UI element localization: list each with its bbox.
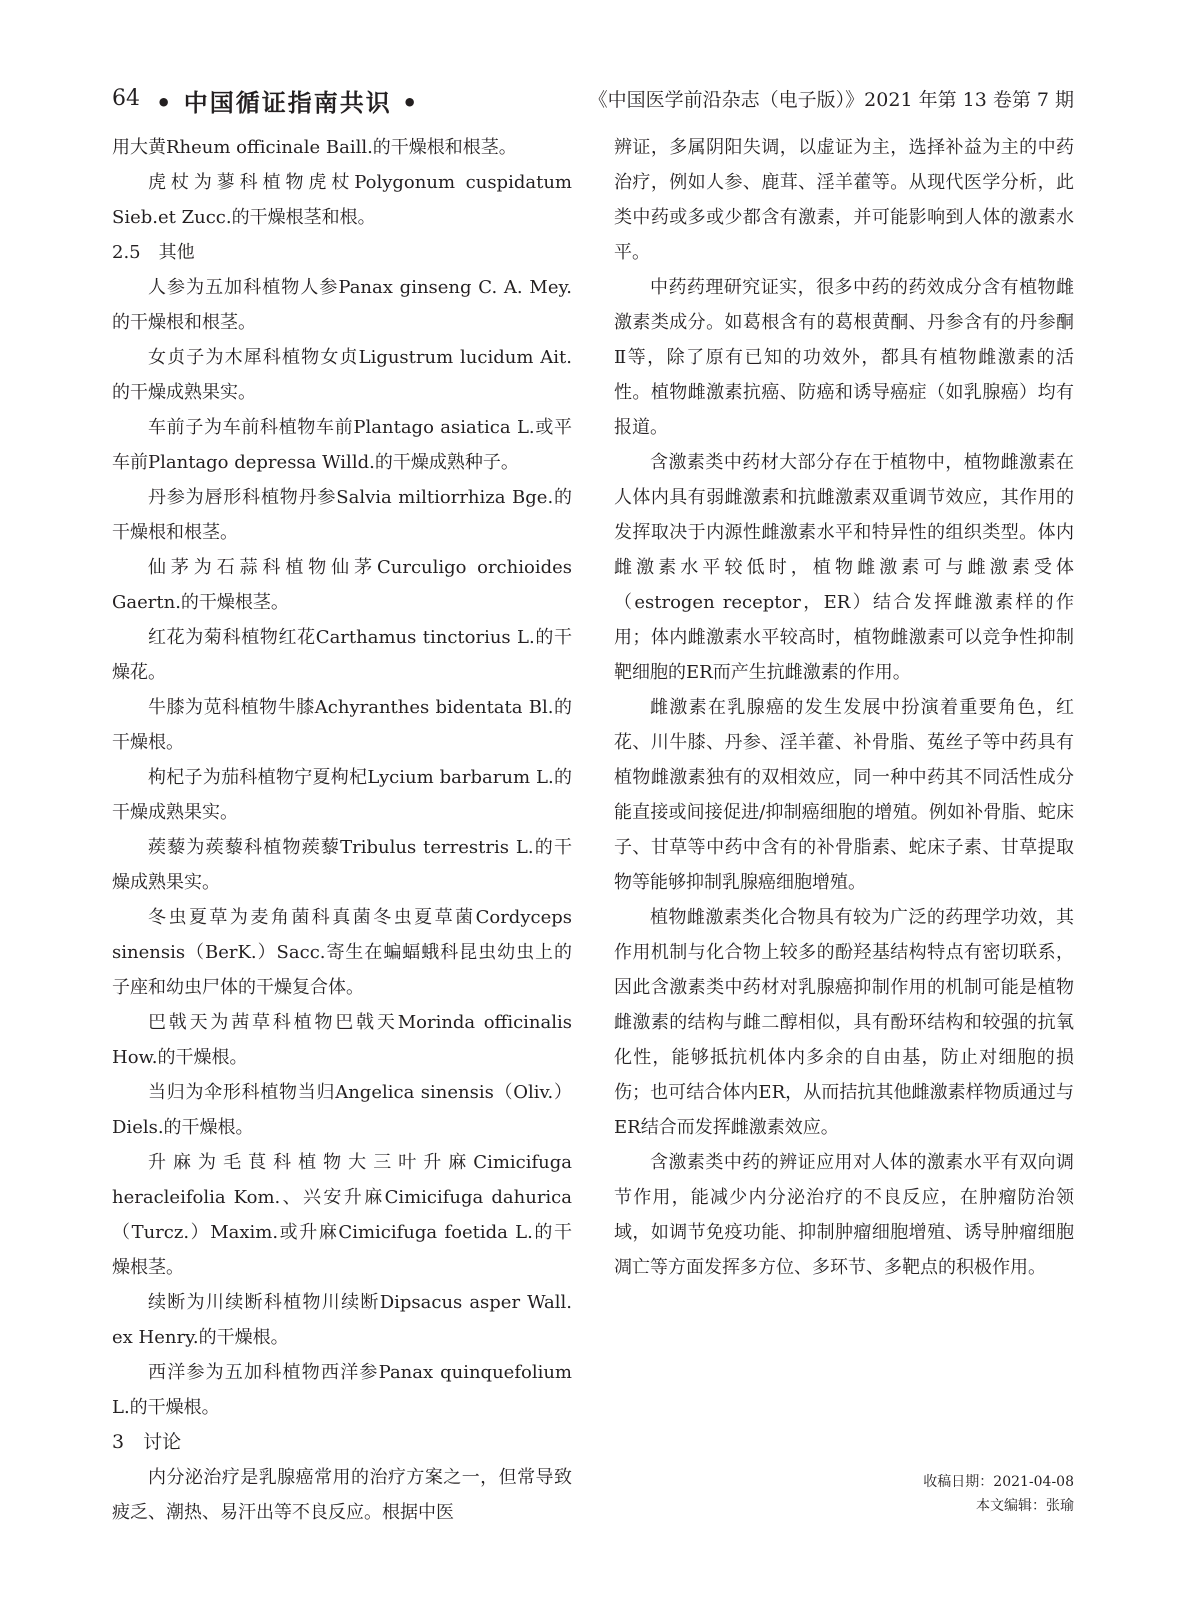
- paragraph: 仙茅为石蒜科植物仙茅Curculigo orchioides Gaertn.的干燥根茎。: [112, 557, 572, 613]
- paragraph: 枸杞子为茄科植物宁夏枸杞Lycium barbarum L.的干燥成熟果实。: [112, 767, 572, 823]
- paragraph: 辨证，多属阴阳失调，以虚证为主，选择补益为主的中药治疗，例如人参、鹿茸、淫羊藿等。从现代医学分析，此类中药或多或少都含有激素，并可能影响到人体的激素水平。: [614, 137, 1074, 263]
- page-footer: [614, 1470, 1074, 1518]
- right-column: [614, 130, 1074, 1285]
- paragraph: 车前子为车前科植物车前Plantago asiatica L.或平车前Plantago depressa Willd.的干燥成熟种子。: [112, 417, 572, 473]
- paragraph: 雌激素在乳腺癌的发生发展中扮演着重要角色，红花、川牛膝、丹参、淫羊藿、补骨脂、菟丝子等中药具有植物雌激素独有的双相效应，同一种中药其不同活性成分能直接或间接促进/抑制癌细胞的增殖。例如补骨脂、蛇床子、甘草等中药中含有的补骨脂素、蛇床子素、甘草提取物等能够抑制乳腺癌细胞增殖。: [614, 697, 1074, 893]
- section-heading: 3 讨论: [112, 1431, 182, 1453]
- left-column: [112, 130, 572, 1530]
- page-number: 64: [112, 86, 140, 111]
- section-title: • 中国循证指南共识 •: [156, 89, 420, 117]
- paragraph: 女贞子为木犀科植物女贞Ligustrum lucidum Ait.的干燥成熟果实。: [112, 347, 572, 403]
- received-date: 收稿日期：2021-04-08: [923, 1474, 1074, 1490]
- paragraph: 红花为菊科植物红花Carthamus tinctorius L.的干燥花。: [112, 627, 572, 683]
- paragraph: 当归为伞形科植物当归Angelica sinensis（Oliv.）Diels.的干燥根。: [112, 1082, 572, 1138]
- paragraph: 丹参为唇形科植物丹参Salvia miltiorrhiza Bge.的干燥根和根茎。: [112, 487, 572, 543]
- paragraph: 含激素类中药材大部分存在于植物中，植物雌激素在人体内具有弱雌激素和抗雌激素双重调节效应，其作用的发挥取决于内源性雌激素水平和特异性的组织类型。体内雌激素水平较低时，植物雌激素可与雌激素受体（estrogen receptor，ER）结合发挥雌激素样的作用；体内雌激素水平较高时，植物雌激素可以竞争性抑制靶细胞的ER而产生抗雌激素的作用。: [614, 452, 1074, 683]
- paragraph: 续断为川续断科植物川续断Dipsacus asper Wall. ex Henry.的干燥根。: [112, 1292, 572, 1348]
- subsection-heading: 2.5 其他: [112, 242, 195, 263]
- paragraph: 中药药理研究证实，很多中药的药效成分含有植物雌激素类成分。如葛根含有的葛根黄酮、丹参含有的丹参酮Ⅱ等，除了原有已知的功效外，都具有植物雌激素的活性。植物雌激素抗癌、防癌和诱导癌症（如乳腺癌）均有报道。: [614, 277, 1074, 438]
- paragraph: 虎杖为蓼科植物虎杖Polygonum cuspidatum Sieb.et Zucc.的干燥根茎和根。: [112, 172, 572, 228]
- paragraph: 用大黄Rheum officinale Baill.的干燥根和根茎。: [112, 137, 517, 158]
- paragraph: 蒺藜为蒺藜科植物蒺藜Tribulus terrestris L.的干燥成熟果实。: [112, 837, 572, 893]
- paragraph: 牛膝为苋科植物牛膝Achyranthes bidentata Bl.的干燥根。: [112, 697, 572, 753]
- paragraph: 升麻为毛茛科植物大三叶升麻Cimicifuga heracleifolia Kom.、兴安升麻Cimicifuga dahurica（Turcz.）Maxim.或升麻Cimicifuga foetida L.的干燥根茎。: [112, 1152, 572, 1278]
- paragraph: 巴戟天为茜草科植物巴戟天Morinda officinalis How.的干燥根。: [112, 1012, 572, 1068]
- editor-credit: 本文编辑：张瑜: [976, 1498, 1074, 1514]
- page-header: [112, 78, 1074, 122]
- paragraph: 冬虫夏草为麦角菌科真菌冬虫夏草菌Cordyceps sinensis（BerK.）Sacc.寄生在蝙蝠蛾科昆虫幼虫上的子座和幼虫尸体的干燥复合体。: [112, 907, 572, 998]
- paragraph: 人参为五加科植物人参Panax ginseng C. A. Mey.的干燥根和根茎。: [112, 277, 572, 333]
- paragraph: 含激素类中药的辨证应用对人体的激素水平有双向调节作用，能减少内分泌治疗的不良反应，在肿瘤防治领域，如调节免疫功能、抑制肿瘤细胞增殖、诱导肿瘤细胞凋亡等方面发挥多方位、多环节、多靶点的积极作用。: [614, 1152, 1074, 1278]
- paragraph: 植物雌激素类化合物具有较为广泛的药理学功效，其作用机制与化合物上较多的酚羟基结构特点有密切联系，因此含激素类中药材对乳腺癌抑制作用的机制可能是植物雌激素的结构与雌二醇相似，具有酚环结构和较强的抗氧化性，能够抵抗机体内多余的自由基，防止对细胞的损伤；也可结合体内ER，从而拮抗其他雌激素样物质通过与ER结合而发挥雌激素效应。: [614, 907, 1074, 1138]
- paragraph: 西洋参为五加科植物西洋参Panax quinquefolium L.的干燥根。: [112, 1362, 572, 1418]
- journal-citation: 《中国医学前沿杂志（电子版）》2021 年第 13 卷第 7 期: [588, 89, 1074, 111]
- paragraph: 内分泌治疗是乳腺癌常用的治疗方案之一，但常导致疲乏、潮热、易汗出等不良反应。根据中医: [112, 1467, 572, 1523]
